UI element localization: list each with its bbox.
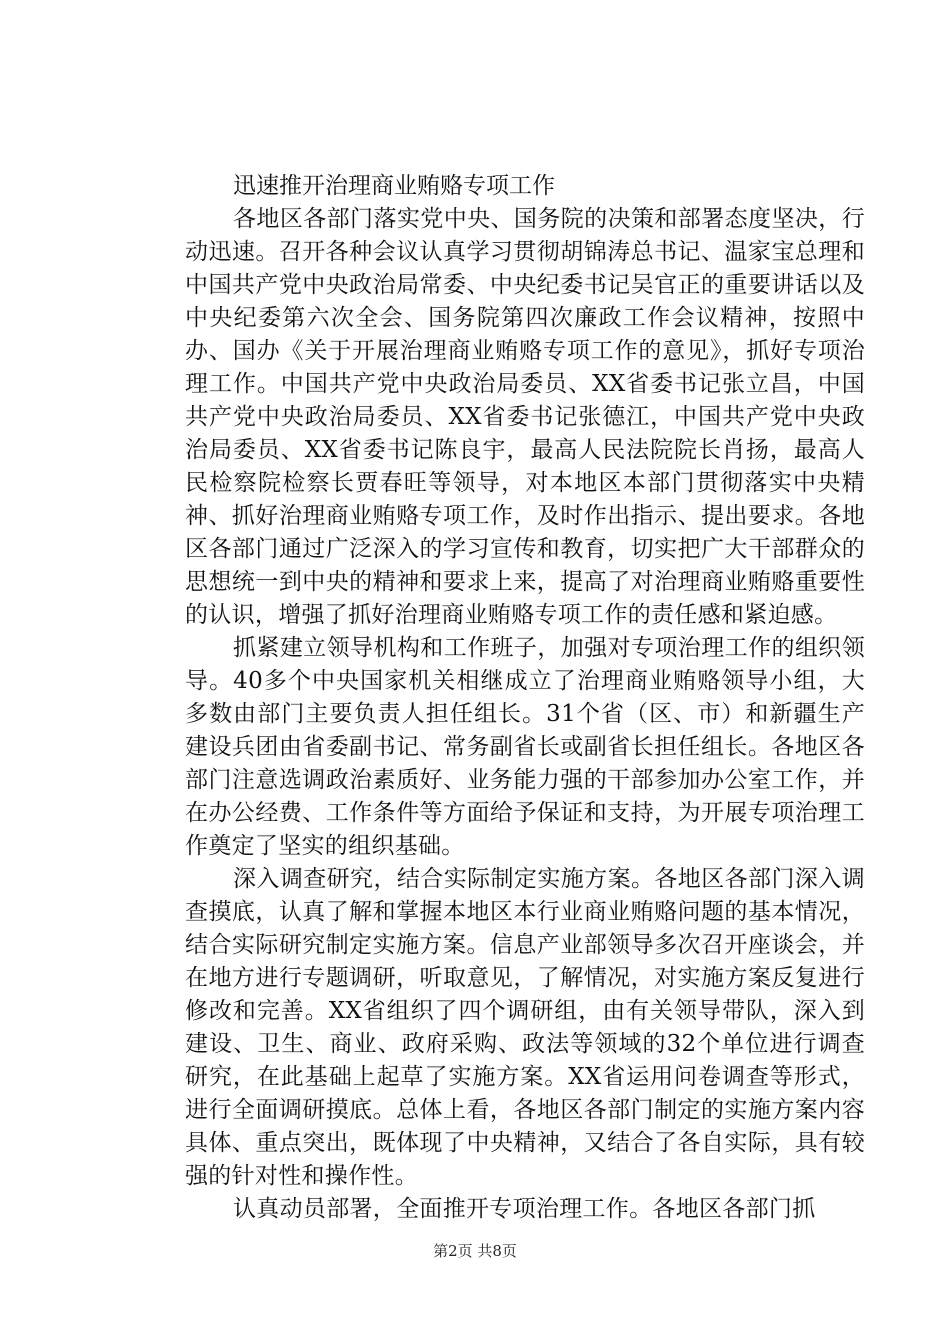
document-body: [185, 170, 865, 1226]
paragraph-3: 深入调查研究，结合实际制定实施方案。各地区各部门深入调查摸底，认真了解和掌握本地区本行业商业贿赂问题的基本情况，结合实际研究制定实施方案。信息产业部领导多次召开座谈会，并在地方进行专题调研，听取意见，了解情况，对实施方案反复进行修改和完善。XX省组织了四个调研组，由有关领导带队，深入到建设、卫生、商业、政府采购、政法等领域的32个单位进行调查研究，在此基础上起草了实施方案。XX省运用问卷调查等形式，进行全面调研摸底。总体上看，各地区各部门制定的实施方案内容具体、重点突出，既体现了中央精神，又结合了各自实际，具有较强的针对性和操作性。: [185, 866, 865, 1189]
section-heading: 迅速推开治理商业贿赂专项工作: [233, 173, 555, 199]
paragraph-4: 认真动员部署，全面推开专项治理工作。各地区各部门抓: [233, 1196, 816, 1222]
page-number-footer: 第2页 共8页: [433, 1242, 517, 1260]
paragraph-2: 抓紧建立领导机构和工作班子，加强对专项治理工作的组织领导。40多个中央国家机关相继成立了治理商业贿赂领导小组，大多数由部门主要负责人担任组长。31个省（区、市）和新疆生产建设兵团由省委副书记、常务副省长或副省长担任组长。各地区各部门注意选调政治素质好、业务能力强的干部参加办公室工作，并在办公经费、工作条件等方面给予保证和支持，为开展专项治理工作奠定了坚实的组织基础。: [185, 635, 865, 859]
paragraph-1: 各地区各部门落实党中央、国务院的决策和部署态度坚决，行动迅速。召开各种会议认真学习贯彻胡锦涛总书记、温家宝总理和中国共产党中央政治局常委、中央纪委书记吴官正的重要讲话以及中央纪委第六次全会、国务院第四次廉政工作会议精神，按照中办、国办《关于开展治理商业贿赂专项工作的意见》，抓好专项治理工作。中国共产党中央政治局委员、XX省委书记张立昌，中国共产党中央政治局委员、XX省委书记张德江，中国共产党中央政治局委员、XX省委书记陈良宇，最高人民法院院长肖扬，最高人民检察院检察长贾春旺等领导，对本地区本部门贯彻落实中央精神、抓好治理商业贿赂专项工作，及时作出指示、提出要求。各地区各部门通过广泛深入的学习宣传和教育，切实把广大干部群众的思想统一到中央的精神和要求上来，提高了对治理商业贿赂重要性的认识，增强了抓好治理商业贿赂专项工作的责任感和紧迫感。: [185, 206, 865, 628]
